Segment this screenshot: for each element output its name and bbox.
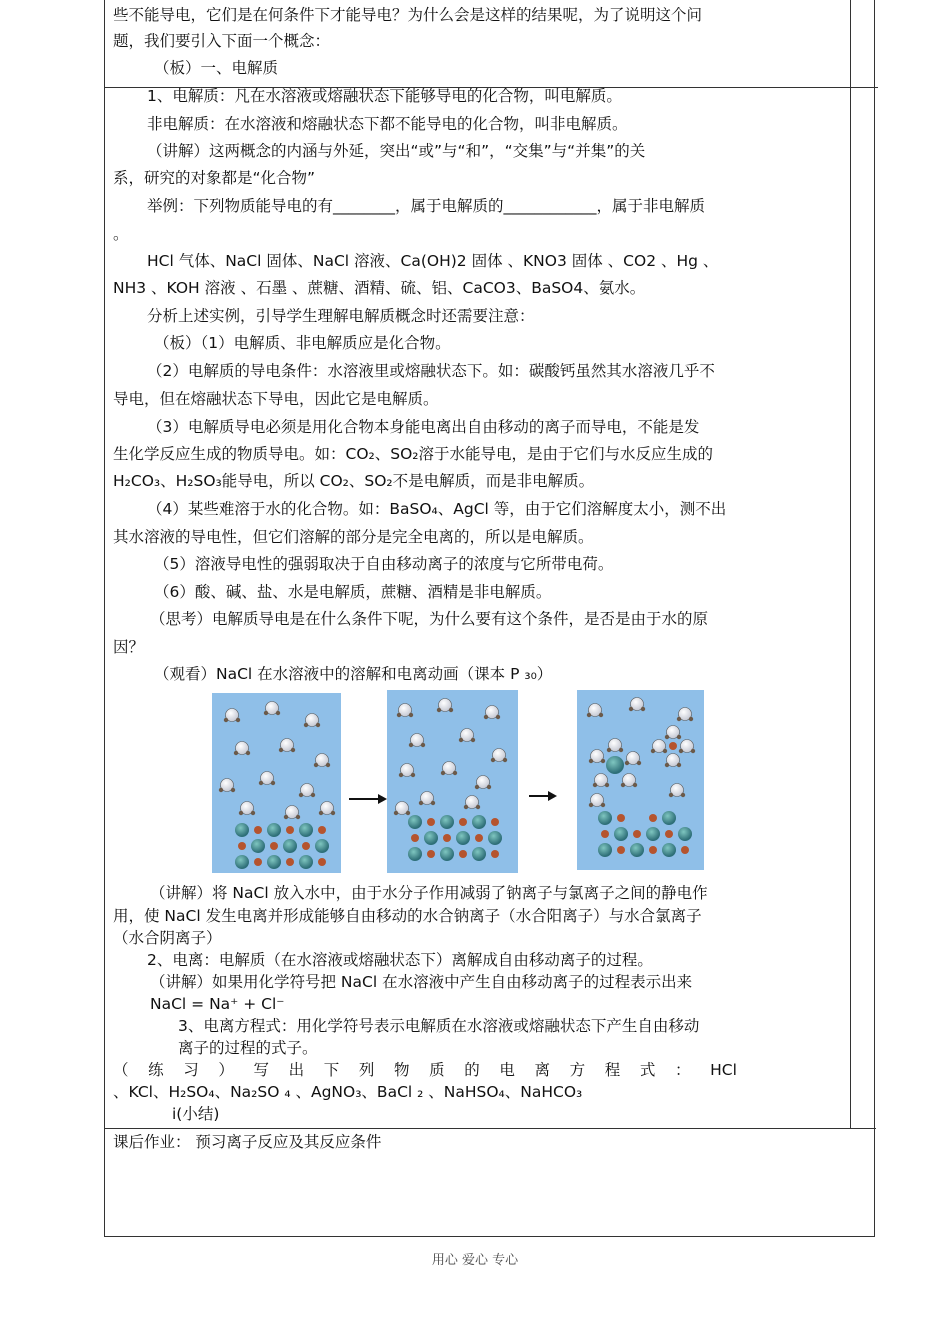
text-line: 导电，但在熔融状态下导电，因此它是电解质。 — [113, 390, 439, 408]
note-item: （6）酸、碱、盐、水是电解质，蔗糖、酒精是非电解质。 — [154, 583, 552, 601]
definition-ionization: 2、电离：电解质（在水溶液或熔融状态下）离解成自由移动离子的过程。 — [147, 951, 653, 969]
text-line: 。 — [113, 225, 129, 243]
text-line: 题，我们要引入下面一个概念： — [113, 32, 331, 50]
text-line: H₂CO₃、H₂SO₃能导电，所以 CO₂、SO₂不是电解质，而是非电解质。 — [113, 472, 595, 490]
text-line: 生化学反应生成的物质导电。如：CO₂、SO₂溶于水能导电，是由于它们与水反应生成的 — [113, 445, 713, 463]
homework-line: 课后作业： 预习离子反应及其反应条件 — [113, 1133, 382, 1151]
board-heading: （板）一、电解质 — [154, 59, 279, 77]
text-line: 分析上述实例，引导学生理解电解质概念时还需要注意： — [147, 307, 535, 325]
practice-line: （ 练 习 ） 写 出 下 列 物 质 的 电 离 方 程 式 ： HCl — [113, 1061, 737, 1079]
row-divider — [105, 1128, 876, 1129]
summary-label: i(小结) — [172, 1105, 220, 1123]
note-item: （3）电解质导电必须是用化合物本身能电离出自由移动的离子而导电，不能是发 — [147, 418, 700, 436]
watch-caption: （观看）NaCl 在水溶液中的溶解和电离动画（课本 P ₃₀） — [154, 665, 553, 683]
note-item: （2）电解质的导电条件：水溶液里或熔融状态下。如：碳酸钙虽然其水溶液几乎不 — [147, 362, 715, 380]
arrow-1 — [349, 794, 387, 804]
text-line: 些不能导电，它们是在何条件下才能导电？为什么会是这样的结果呢，为了说明这个问 — [113, 6, 703, 24]
text-line: 离子的过程的式子。 — [178, 1039, 318, 1057]
substance-list: NH3 、KOH 溶液 、石墨 、蔗糖、酒精、硫、铝、CaCO3、BaSO4、氨水。 — [113, 279, 646, 297]
definition-electrolyte: 1、电解质：凡在水溶液或熔融状态下能够导电的化合物，叫电解质。 — [147, 87, 622, 105]
substance-list: HCl 气体、NaCl 固体、NaCl 溶液、Ca(OH)2 固体 、KNO3 固体 、CO2 、Hg 、 — [147, 252, 719, 270]
text-line: （水合阴离子） — [113, 929, 222, 947]
ionization-equation: NaCl = Na⁺ + Cl⁻ — [150, 995, 285, 1013]
text-line: （讲解）这两概念的内涵与外延，突出“或”与“和”，“交集”与“并集”的关 — [147, 142, 646, 160]
text-line: 系，研究的对象都是“化合物” — [113, 169, 316, 187]
note-item: （5）溶液导电性的强弱取决于自由移动离子的浓度与它所带电荷。 — [154, 555, 614, 573]
text-line: 其水溶液的导电性，但它们溶解的部分是完全电离的，所以是电解质。 — [113, 528, 594, 546]
definition-equation: 3、电离方程式：用化学符号表示电解质在水溶液或熔融状态下产生自由移动 — [178, 1017, 700, 1035]
frame-3 — [577, 690, 704, 870]
note-item: （板）（1）电解质、非电解质应是化合物。 — [154, 334, 451, 352]
text-line: 用，使 NaCl 发生电离并形成能够自由移动的水合钠离子（水合阳离子）与水合氯离子 — [113, 907, 702, 925]
text-line: 因？ — [113, 638, 145, 656]
think-question: （思考）电解质导电是在什么条件下呢，为什么要有这个条件，是否是由于水的原 — [150, 610, 709, 628]
column-divider — [850, 0, 851, 1128]
note-item: （4）某些难溶于水的化合物。如：BaSO₄、AgCl 等，由于它们溶解度太小，测不出 — [147, 500, 727, 518]
page-footer: 用心 爱心 专心 — [431, 1253, 519, 1268]
example-prompt: 举例：下列物质能导电的有________，属于电解质的____________，属于非电解质 — [147, 197, 706, 215]
explanation-line: （讲解）如果用化学符号把 NaCl 在水溶液中产生自由移动离子的过程表示出来 — [150, 973, 693, 991]
frame-2 — [387, 690, 518, 873]
explanation-line: （讲解）将 NaCl 放入水中，由于水分子作用减弱了钠离子与氯离子之间的静电作 — [150, 884, 708, 902]
arrow-2 — [529, 791, 557, 801]
nacl-dissolution-figure — [212, 690, 706, 874]
definition-nonelectrolyte: 非电解质：在水溶液和熔融状态下都不能导电的化合物，叫非电解质。 — [147, 115, 628, 133]
practice-formulas: 、KCl、H₂SO₄、Na₂SO ₄ 、AgNO₃、BaCl ₂ 、NaHSO₄、NaHCO₃ — [113, 1083, 583, 1101]
frame-1 — [212, 693, 341, 873]
